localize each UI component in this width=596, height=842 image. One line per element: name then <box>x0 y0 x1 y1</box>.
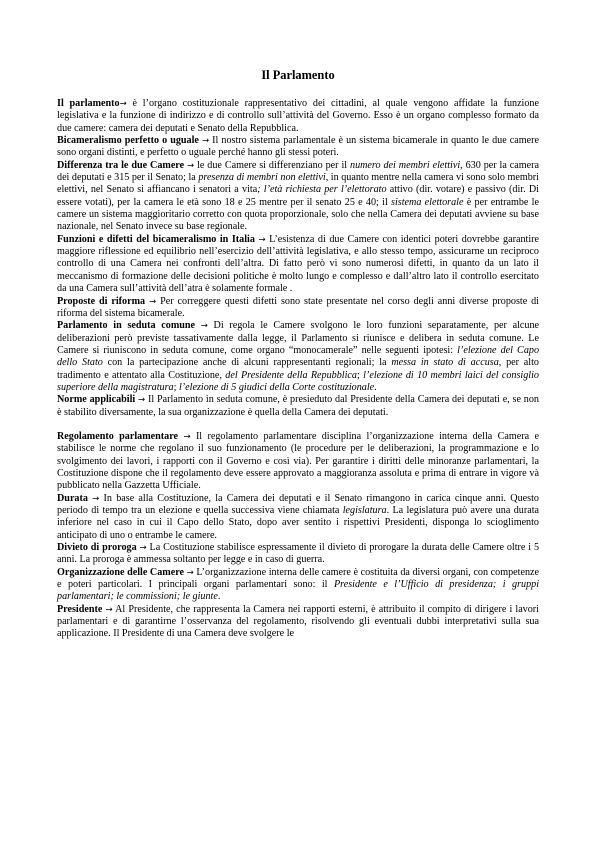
body-text: Il regolamento parlamentare disciplina l’organizzazione interna della Camera e stabilisce le norme che regolano il suo funzionamento (le procedure per le deliberazioni, la programmazione e lo svolgimento dei lavori, i rapporti con il Governo e così via). Per garantire i diritti delle minoranze parlamentari, la Costituzione dispone che il regolamento deve essere approvato a maggioranza assoluta e prima di entrare in vigore và pubblicato nella Gazzetta Ufficiale. <box>57 430 539 492</box>
body-text: ; <box>173 381 179 393</box>
paragraph-presidente <box>57 604 539 641</box>
paragraph-regolamento <box>57 431 539 493</box>
section-heading: Regolamento parlamentare <box>57 430 179 442</box>
body-text: . <box>217 591 221 603</box>
paragraph-seduta-comune <box>57 320 539 394</box>
body-text: Il nostro sistema parlamentale è un sistema bicamerale in quanto le due camere sono organi distinti, e perfetto o uguale perché hanno gli stessi poteri. <box>57 135 540 159</box>
section-heading: Proposte di riforma <box>57 295 146 307</box>
body-text: L’esistenza di due Camere con identici poteri dovrebbe garantire maggiore riflessione ed equilibrio nell’esercizio dell’attività legislativa, e allo stesso tempo, assicurarne un reciproco controllo di una Camera nei confronti dell’altra. Di fatto però vi sono numerosi difetti, in quanto da un lato il meccanismo di formazione delle decisioni politiche è molto lungo e complesso e dall’altro lato il controllo esercitato da una Camera sull’attività dell’atra è solamente formale . <box>57 233 539 295</box>
section-heading: Differenza tra le due Camere <box>57 159 185 171</box>
section-heading: Parlamento in seduta comune <box>57 320 196 332</box>
document-page <box>57 68 539 641</box>
italic-text: sistema elettorale <box>391 196 464 208</box>
arrow-right-icon: → <box>187 160 195 171</box>
body-text: Per correggere questi difetti sono state presentate nel corso degli anni diverse proposte di riforma del sistema bicamerale. <box>57 295 539 319</box>
section-heading: Norme applicabili <box>57 394 136 406</box>
arrow-right-icon: → <box>186 567 194 578</box>
italic-text: legislatura <box>342 505 387 516</box>
body-text: , in quanto mentre nella camera vi sono solo membri elettivi, nel Senato si affiancano i senatori a vita <box>57 172 539 196</box>
body-text: è per entrambe le camere un sistema maggioritario corretto con quota proporzionale, solo che nella Camera dei deputati avviene su base nazionale, nel Senato invece su base regionale. <box>57 196 539 233</box>
paragraph-differenza <box>57 160 539 234</box>
section-heading: Organizzazione delle Camere <box>57 566 185 578</box>
section-heading: Funzioni e difetti del bicameralismo in Italia <box>57 233 255 245</box>
section-heading: Durata <box>57 492 88 504</box>
paragraph-funzioni <box>57 234 539 296</box>
arrow-right-icon: → <box>201 136 210 147</box>
italic-text: numero dei membri elettivi <box>350 159 461 171</box>
paragraph-gap <box>57 419 539 431</box>
body-text: , 630 per la camera dei deputati e 315 per il Senato; la <box>57 159 539 184</box>
italic-text: ; l’età richiesta per l’elettorato <box>257 184 387 196</box>
body-text: . <box>374 381 377 393</box>
document-body <box>57 98 539 641</box>
arrow-right-icon: → <box>139 543 147 554</box>
body-text: La Costituzione stabilisce espressamente il divieto di prorogare la durata delle Camere oltre i 5 anni. La proroga è ammessa soltanto per legge e in caso di guerra. <box>57 542 540 566</box>
body-text: . La legislatura può avere una durata inferiore nel caso in cui il Capo dello Stato, dopo aver sentito i rispettivi Presidenti, disponga lo scioglimento anticipato di uno o entrambe le camere. <box>57 505 539 541</box>
paragraph-parlamento <box>57 98 539 135</box>
arrow-right-icon: → <box>258 234 266 245</box>
body-text: Di regola le Camere svolgono le loro funzioni separatamente, per alcune deliberazioni però previste tassativamente dalla legge, il Parlamento si riunisce e delibera in seduta comune. Le Camere si riuniscono in seduta comune, come organo “monocamerale” nelle seguenti ipotesi: <box>57 320 540 356</box>
italic-text: l’elezione di 10 membri laici del consiglio superiore della magistratura <box>57 369 539 393</box>
section-heading: Bicameralismo perfetto o uguale <box>57 135 199 147</box>
paragraph-proroga <box>57 542 539 567</box>
body-text: Al Presidente, che rappresenta la Camera nei rapporti esterni, è attribuito il compito di dirigere i lavori parlamentari e di garantirne l’osservanza del regolamento, risolvendo gli eventuali dubbi interpretativi sulla sua applicazione. Il Presidente di una Camera deve svolgere le <box>57 603 539 640</box>
paragraph-proposte <box>57 296 539 321</box>
italic-text: l’elezione del Capo dello Stato <box>57 344 540 369</box>
paragraph-organizzazione <box>57 567 539 604</box>
italic-text: del Presidente della Repubblica <box>225 369 357 381</box>
section-heading: Presidente <box>57 603 103 615</box>
body-text: Il Parlamento in seduta comune, è presieduto dal Presidente della Camera dei deputati e, se non è stabilito diversamente, la sua organizzazione è quella della Camera dei deputati. <box>57 394 539 418</box>
italic-text: messa in stato di accusa <box>391 357 499 369</box>
document-title: Il Parlamento <box>261 68 335 82</box>
body-text: In base alla Costituzione, la Camera dei deputati e il Senato rimangono in carica cinque anni. Questo periodo di tempo tra un elezione e quella successiva viene chiamata <box>57 492 539 516</box>
body-text: , per alto tradimento e attentato alla Costituzione, <box>57 357 539 381</box>
arrow-right-icon: → <box>149 296 157 307</box>
arrow-right-icon: → <box>119 99 127 109</box>
body-text: attivo (dir. votare) e passivo (dir. Di essere votati), per la camera le età sono 18 e 25 mentre per il senato 25 e 40; il <box>57 184 539 208</box>
italic-text: presenza di membri non elettivi <box>198 172 326 184</box>
paragraph-durata <box>57 493 539 542</box>
paragraph-norme <box>57 394 539 419</box>
arrow-right-icon: → <box>200 321 208 332</box>
arrow-right-icon: → <box>183 431 191 442</box>
section-heading: Il parlamento <box>57 98 120 109</box>
arrow-right-icon: → <box>105 604 113 615</box>
body-text: è l’organo costituzionale rappresentativo dei cittadini, al quale vengono affidate la funzione legislativa e la funzione di indirizzo e di controllo sull’attività del Governo. Esso è un organo complesso formato da due camere: camera dei deputati e Senato della Repubblica. <box>57 98 539 134</box>
arrow-right-icon: → <box>138 395 146 406</box>
body-text: le due Camere si differenziano per il <box>194 159 350 171</box>
italic-text: Presidente e l’Ufficio di presidenza; i gruppi parlamentari; le commissioni; le giunte <box>57 579 540 603</box>
section-heading: Divieto di proroga <box>57 542 137 554</box>
arrow-right-icon: → <box>92 493 100 504</box>
italic-text: l’elezione di 5 giudici della Corte costituzionale <box>178 381 375 393</box>
body-text: con la partecipazione anche di alcuni rappresentanti regionali; la <box>102 357 392 369</box>
body-text: L’organizzazione interna delle camere è costituita da diversi organi, con competenze e poteri particolari. I principali organi parlamentari sono: il <box>57 566 540 591</box>
body-text: ; <box>356 369 364 381</box>
paragraph-bicameralismo <box>57 135 539 160</box>
